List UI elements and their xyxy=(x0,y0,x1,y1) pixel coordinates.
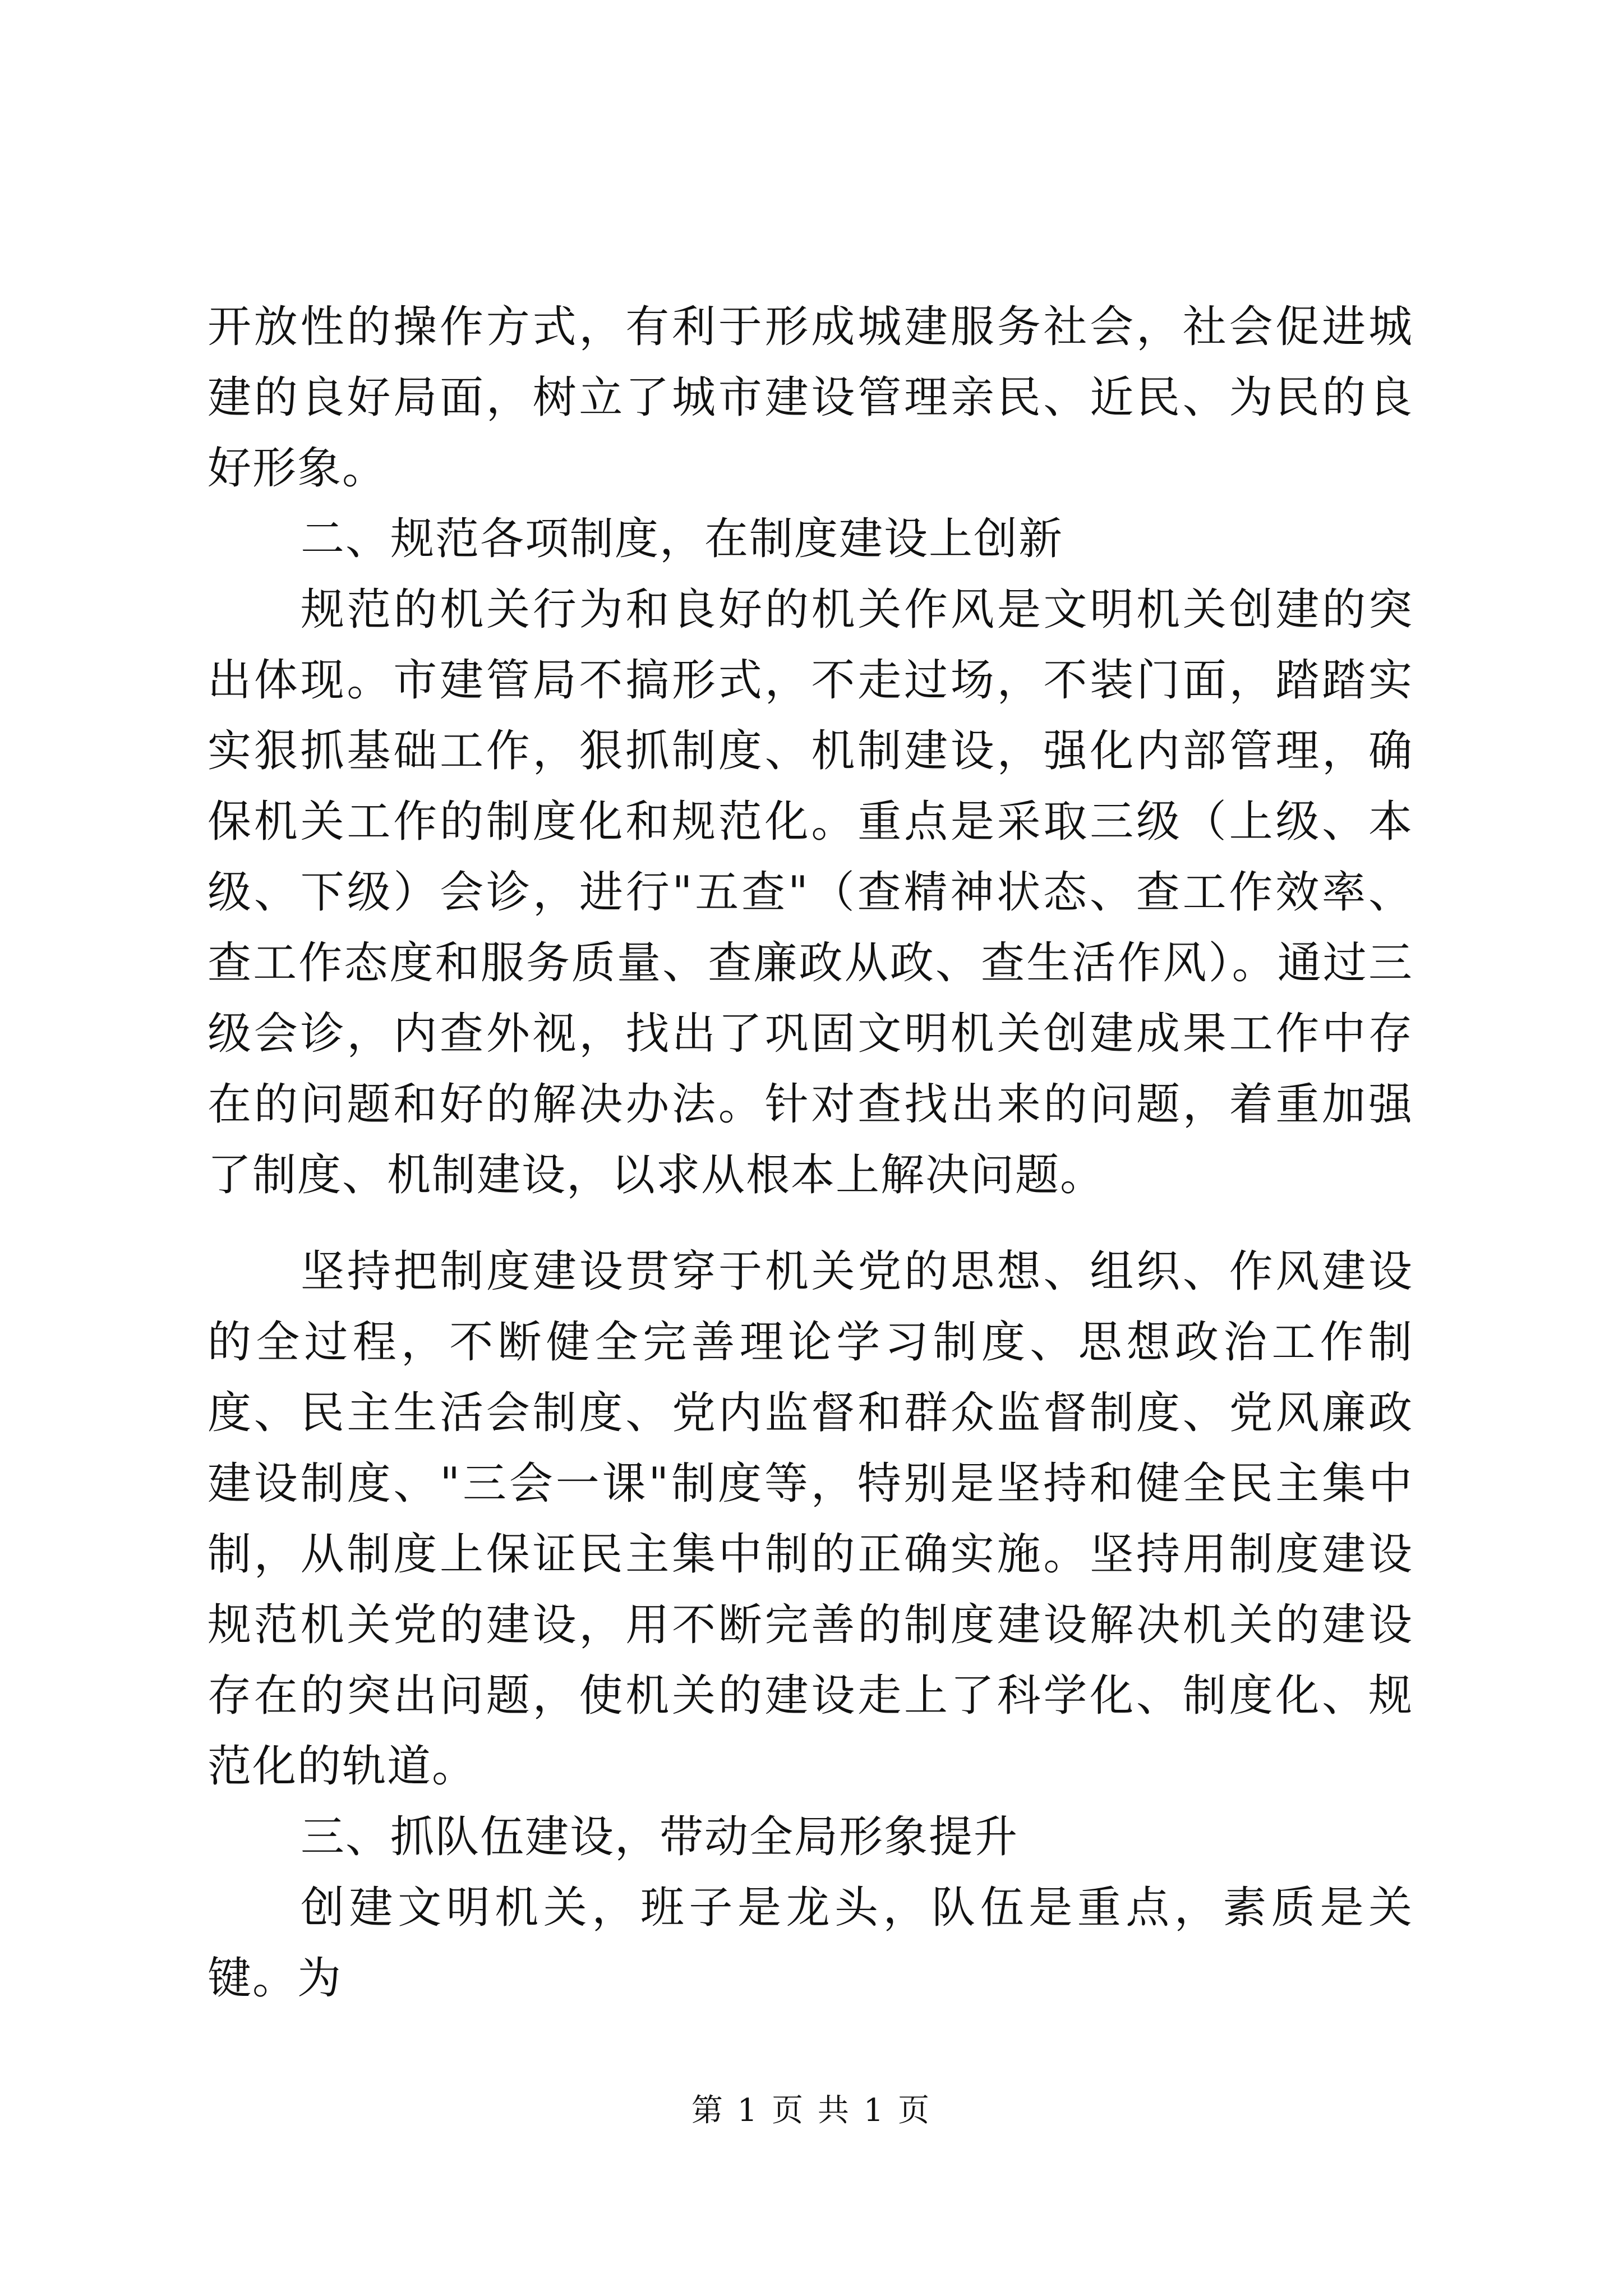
page-number-footer: 第 1 页 共 1 页 xyxy=(691,2092,932,2129)
paragraph-system-building: 坚持把制度建设贯穿于机关党的思想、组织、作风建设的全过程，不断健全完善理论学习制度、思想政治工作制度、民主生活会制度、党内监督和群众监督制度、党风廉政建设制度、"三会一课"制度等，特别是坚持和健全民主集中制，从制度上保证民主集中制的正确实施。坚持用制度建设规范机关党的建设，用不断完善的制度建设解决机关的建设存在的突出问题，使机关的建设走上了科学化、制度化、规范化的轨道。 xyxy=(208,1246,1413,1792)
paragraph-standards: 规范的机关行为和良好的机关作风是文明机关创建的突出体现。市建管局不搞形式，不走过场，不装门面，踏踏实实狠抓基础工作，狠抓制度、机制建设，强化内部管理，确保机关工作的制度化和规范化。重点是采取三级（上级、本级、下级）会诊，进行"五查"（查精神状态、查工作效率、查工作态度和服务质量、查廉政从政、查生活作风）。通过三级会诊，内查外视，找出了巩固文明机关创建成果工作中存在的问题和好的解决办法。针对查找出来的问题，着重加强了制度、机制建设，以求从根本上解决问题。 xyxy=(208,585,1413,1200)
paragraph-team-building: 创建文明机关，班子是龙头，队伍是重点，素质是关键。为 xyxy=(208,1883,1413,2004)
section-heading-2: 二、规范各项制度，在制度建设上创新 xyxy=(301,514,1064,564)
paragraph-continuation: 开放性的操作方式，有利于形成城建服务社会，社会促进城建的良好局面，树立了城市建设管理亲民、近民、为民的良好形象。 xyxy=(208,302,1413,494)
document-body xyxy=(208,292,1413,2014)
section-heading-3: 三、抓队伍建设，带动全局形象提升 xyxy=(301,1812,1019,1862)
